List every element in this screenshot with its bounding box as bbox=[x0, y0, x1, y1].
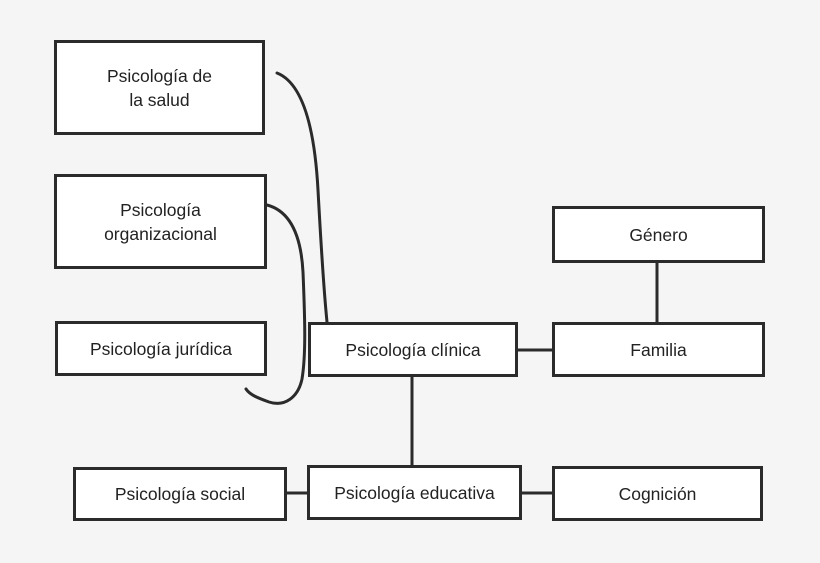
connector-salud-clinica-curve bbox=[277, 73, 327, 322]
node-label: Familia bbox=[630, 339, 687, 360]
node-label: Psicología educativa bbox=[334, 482, 495, 503]
node-label: Cognición bbox=[618, 483, 697, 504]
node-label-line: Psicología de bbox=[106, 65, 213, 86]
node-genero bbox=[552, 206, 765, 263]
node-psicologia-de-la-salud bbox=[54, 40, 265, 135]
node-psicologia-juridica bbox=[55, 321, 267, 376]
node-familia bbox=[552, 322, 765, 377]
node-psicologia-organizacional bbox=[54, 174, 267, 269]
node-label-line: Psicología bbox=[120, 199, 201, 220]
node-cognicion bbox=[552, 466, 763, 521]
node-psicologia-social bbox=[73, 467, 287, 521]
node-psicologia-educativa bbox=[307, 465, 522, 520]
node-label: Psicología clínica bbox=[345, 339, 481, 360]
node-label: Psicología social bbox=[114, 484, 246, 504]
node-psicologia-clinica bbox=[308, 322, 518, 377]
node-label-line: organizacional bbox=[104, 223, 217, 244]
node-label-line: la salud bbox=[129, 89, 190, 110]
node-label: Género bbox=[629, 224, 688, 245]
node-label: Psicología jurídica bbox=[89, 338, 233, 359]
